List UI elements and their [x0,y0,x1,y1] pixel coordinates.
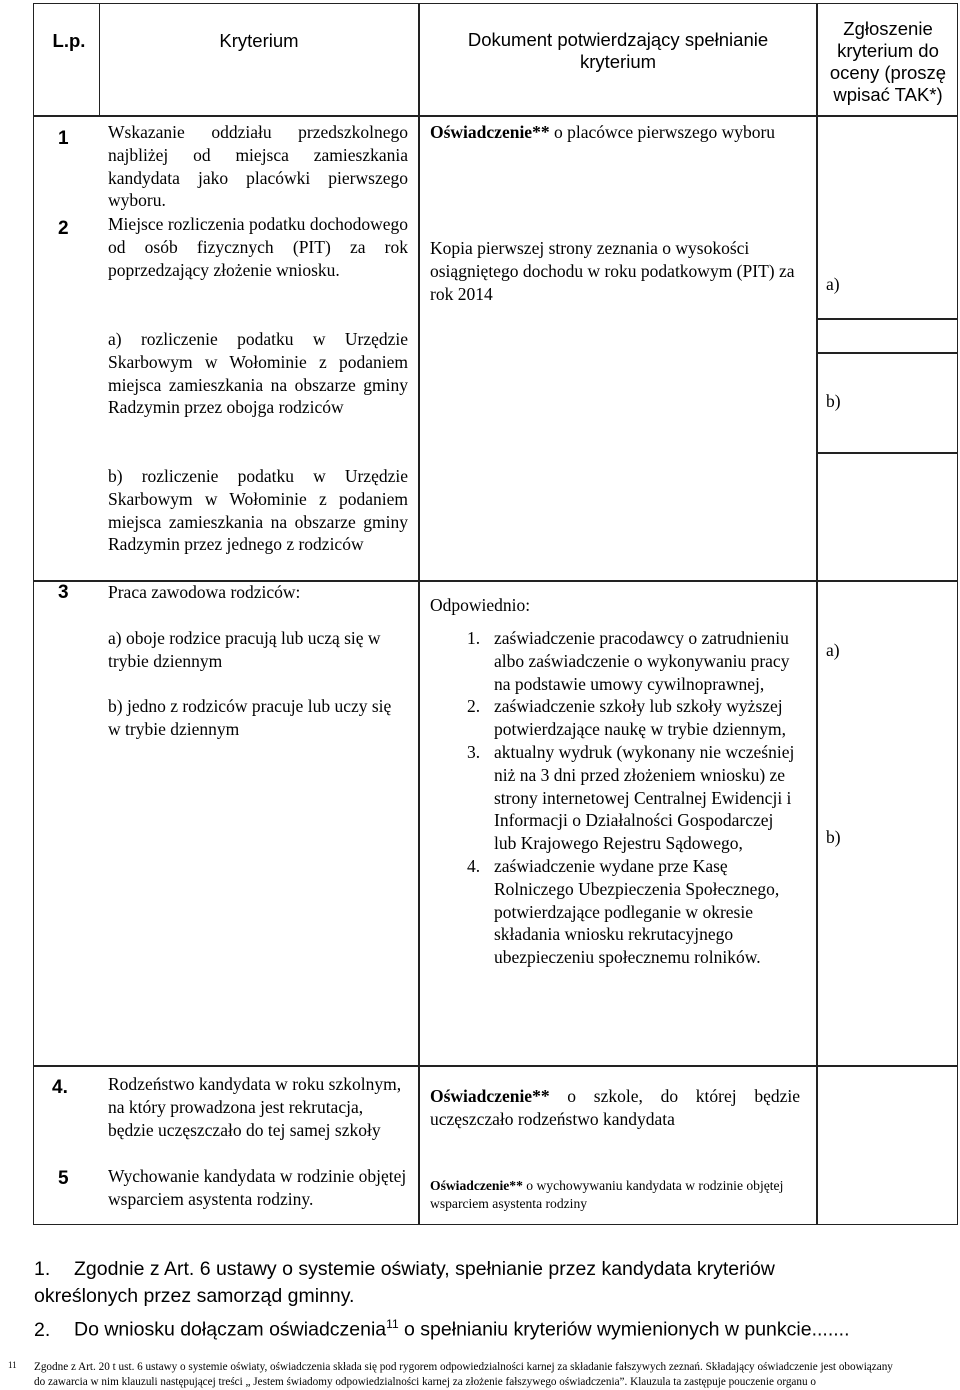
list-item-number: 1. [467,628,481,648]
list-item [430,695,800,741]
header-divider [33,115,958,117]
note-2-number: 2. [34,1318,51,1341]
note-2-superscript: 11 [386,1317,399,1331]
note-1-number: 1. [34,1258,51,1280]
row-number-1: 1 [58,128,69,149]
claim-divider-3 [816,452,958,454]
col-divider-document [816,3,818,1225]
col-divider-criterion [418,3,420,1225]
document-4-bold: Oświadczenie** [430,1086,550,1106]
note-1-text: Zgodnie z Art. 6 ustawy o systemie oświaty, spełnianie przez kandydata kryteriów określonych przez samorząd gminny. [34,1258,775,1307]
document-1-bold: Oświadczenie** [430,122,550,142]
criterion-2-option-a: a) rozliczenie podatku w Urzędzie Skarbowym w Wołominie z podaniem miejsca zamieszkania na obszarze gminy Radzymin przez obojga rodziców [108,329,408,418]
list-item-number: 3. [467,741,481,762]
criterion-3-option-a: a) oboje rodzice pracują lub uczą się w trybie dziennym [108,628,381,671]
document-4-rest: o szkole, do której będzie uczęszczało rodzeństwo kandydata [430,1086,800,1129]
list-item-text: zaświadczenie pracodawcy o zatrudnieniu albo zaświadczenie o wykonywaniu pracy na podstawie umowy cywilnoprawnej, [494,628,790,694]
document-5-text [430,1177,810,1213]
footnote-line-1: Zgodne z Art. 20 t ust. 6 ustawy o systemie oświaty, oświadczenia składa się pod rygorem odpowiedzialności karnej za składanie fałszywych zeznań. Składający oświadczenie jest obowiązany [34,1361,893,1373]
row-number-3: 3 [58,582,69,603]
document-2-text: Kopia pierwszej strony zeznania o wysokości osiągniętego dochodu w roku podatkowym (PIT) za rok 2014 [430,238,795,304]
claim-divider-1 [816,318,958,320]
document-3-list [430,627,800,969]
note-2-text-before: Do wniosku dołączam oświadczenia [74,1318,387,1341]
claim-2-a[interactable]: a) [826,274,840,294]
criterion-4-text: Rodzeństwo kandydata w roku szkolnym, na który prowadzona jest rekrutacja, będzie uczęszczało do tej samej szkoły [108,1074,402,1140]
document-5-bold: Oświadczenie** [430,1178,523,1193]
list-item-text: aktualny wydruk (wykonany nie wcześniej niż na 3 dni przed złożeniem wniosku) ze strony internetowej Centralnej Ewidencji i Informacji o Działalności Gospodarczej lub Krajowego Rejestru Sądowego, [494,741,795,854]
note-2-dots: ....... [811,1318,850,1341]
header-lp: L.p. [52,30,86,51]
criterion-2-text: Miejsce rozliczenia podatku dochodowego od osób fizycznych (PIT) za rok poprzedzający złożenie wniosku. [108,214,408,280]
claim-2-b[interactable]: b) [826,391,841,411]
header-document: Dokument potwierdzający spełnianie kryterium [467,29,769,72]
document-1-text [430,121,800,144]
criterion-2-option-b: b) rozliczenie podatku w Urzędzie Skarbowym w Wołominie z podaniem miejsca zamieszkania na obszarze gminy Radzymin przez jednego z rodziców [108,466,408,555]
criterion-5-text: Wychowanie kandydata w rodzinie objętej wsparciem asystenta rodziny. [108,1166,407,1209]
footnote-line-2: do zawarcia w nim klauzuli następującej treści „ Jestem świadomy odpowiedzialności karnej za złożenie fałszywego oświadczenia”. Klauzula ta zastępuje pouczenie organu o [34,1376,816,1388]
row-number-4: 4. [52,1077,68,1098]
claim-divider-2 [816,352,958,354]
document-3-intro: Odpowiednio: [430,595,531,615]
document-3-items [430,627,800,969]
claim-3-b[interactable]: b) [826,827,841,847]
row-number-2: 2 [58,218,69,239]
list-item [430,627,800,695]
list-item-text: zaświadczenie wydane prze Kasę Rolniczego Ubezpieczenia Społecznego, potwierdzające podleganie w okresie składania wniosku rekrutacyjnego ubezpieczeniu społecznemu rolników. [494,855,780,968]
criterion-3-option-b: b) jedno z rodziców pracuje lub uczy się w trybie dziennym [108,696,392,739]
row-number-5: 5 [58,1168,69,1189]
header-criterion: Kryterium [219,30,299,51]
criterion-3-text: Praca zawodowa rodziców: [108,582,301,602]
note-2 [34,1311,959,1344]
claim-3-a[interactable]: a) [826,640,840,660]
note-1 [34,1256,824,1310]
list-item [430,741,800,855]
document-5-rest: o wychowywaniu kandydata w rodzinie objętej wsparciem asystenta rodziny [430,1178,784,1211]
row-divider-4 [33,1065,958,1067]
document-4-text [430,1085,800,1131]
document-1-rest: o placówce pierwszego wyboru [549,122,776,142]
criterion-1-text: Wskazanie oddziału przedszkolnego najbliżej od miejsca zamieszkania kandydata jako placówki pierwszego wyboru. [108,122,408,211]
footnote-mark: 11 [8,1360,17,1370]
header-claim: Zgłoszenie kryterium do oceny (proszę wpisać TAK*) [829,18,947,105]
col-divider-lp [99,3,100,116]
note-2-text-after: o spełnianiu kryteriów wymienionych w punkcie [398,1318,812,1341]
list-item-number: 4. [467,855,481,876]
list-item-number: 2. [467,696,481,717]
list-item-text: zaświadczenie szkoły lub szkoły wyższej potwierdzające naukę w trybie dziennym, [494,696,787,740]
list-item [430,855,800,969]
